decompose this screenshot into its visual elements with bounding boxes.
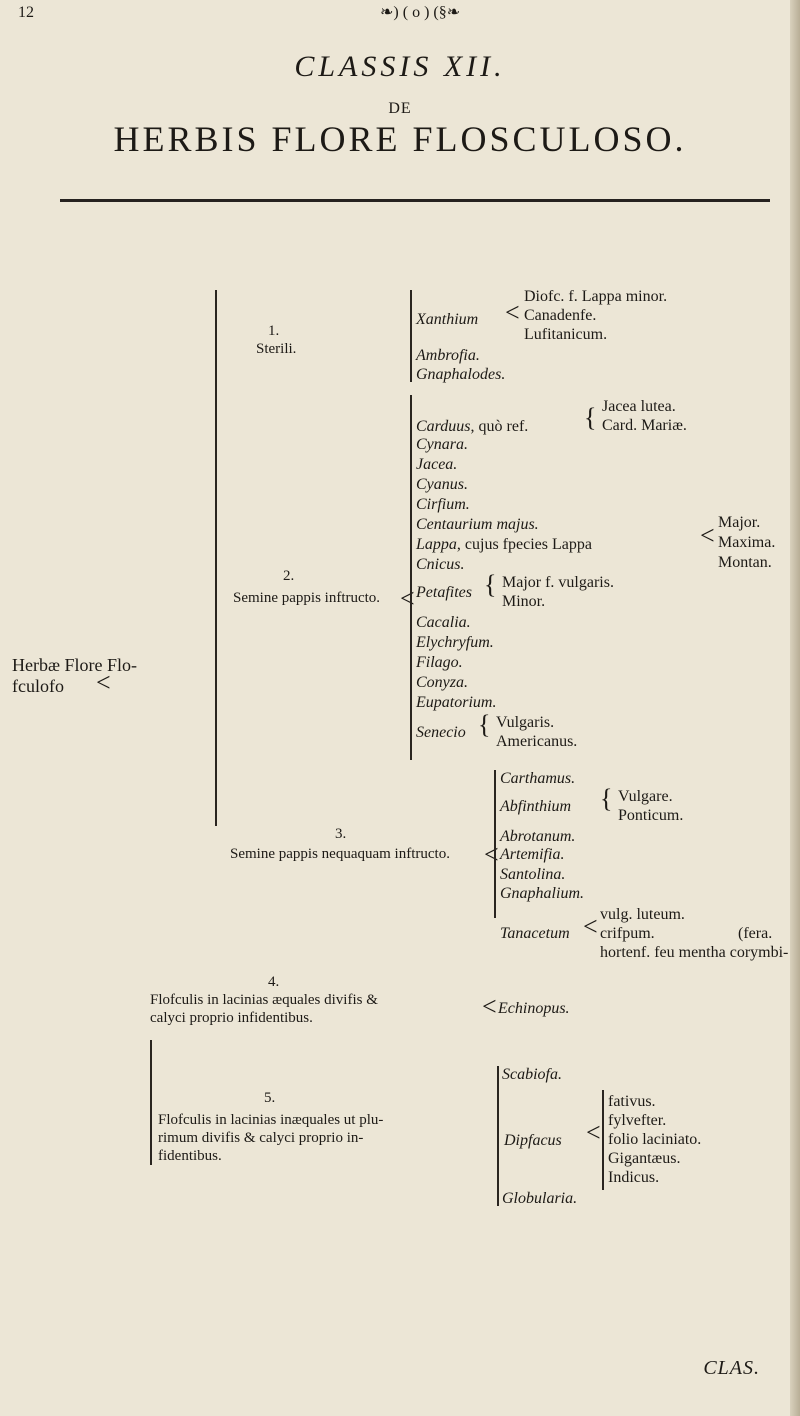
species-montan: Montan. [718,554,772,571]
root-label-line2: fculofo [12,676,64,696]
genus-santolina: Santolina. [500,866,566,883]
section3-brace-tip: < [484,840,499,869]
species-abfinthium-1: Vulgare. [618,788,673,805]
genus-echinopus: Echinopus. [498,1000,570,1017]
genus-carthamus: Carthamus. [500,770,576,787]
species-xanthium-3: Lufitanicum. [524,326,608,343]
tanacetum-note: (fera. [738,925,773,942]
dipfacus-brace: < [586,1118,601,1147]
title-rule [60,199,770,202]
genus-abrotanum: Abrotanum. [500,828,576,845]
header-ornament: ❧) ( o ) (§❧ [380,4,461,21]
species-dipfacus-5: Indicus. [608,1169,660,1186]
genus-cnicus: Cnicus. [416,556,465,573]
carduus-note: , quò ref. [470,418,529,435]
section5-label-2: rimum divifis & calyci proprio in- [158,1130,364,1146]
carduus-brace: { [584,403,597,432]
genus-gnaphalodes: Gnaphalodes. [416,366,506,383]
genus-cirfium: Cirfium. [416,496,470,513]
species-tanacetum-2: crifpum. [600,925,655,942]
genus-cynara: Cynara. [416,436,468,453]
section5-label-3: fidentibus. [158,1148,222,1164]
genus-lappa: Lappa [416,536,457,553]
species-carduus-2: Card. Mariæ. [602,417,687,434]
species-petafites-1: Major f. vulgaris. [502,574,614,591]
genus-jacea: Jacea. [416,456,458,473]
genus-gnaphalium: Gnaphalium. [500,885,584,902]
section1-brace [410,290,412,382]
page-title: HERBIS FLORE FLOSCULOSO. [113,119,687,159]
genus-senecio: Senecio [416,724,466,741]
genus-xanthium: Xanthium [416,311,479,328]
xanthium-brace: < [505,298,520,327]
section3-label: Semine pappis nequaquam inftructo. [230,846,450,862]
root-brace [215,290,217,826]
section4-number: 4. [268,974,280,990]
section1-number: 1. [268,323,280,339]
genus-petafites: Petafites [416,584,472,601]
lappa-note: , cujus fpecies Lappa [456,536,592,553]
section2-brace-tip: < [400,584,415,613]
species-maxima: Maxima. [718,534,776,551]
genus-tanacetum: Tanacetum [500,925,570,942]
dipfacus-brace-line [602,1090,604,1190]
section2-number: 2. [283,568,295,584]
section4-label-1: Flofculis in lacinias æquales divifis & [150,992,378,1008]
species-major: Major. [718,514,761,531]
section3-brace [494,770,496,918]
species-senecio-1: Vulgaris. [496,714,555,731]
genus-conyza: Conyza. [416,674,468,691]
petafites-brace: { [484,570,497,599]
species-abfinthium-2: Ponticum. [618,807,684,824]
section2-brace [410,395,412,760]
genus-eupatorium: Eupatorium. [416,694,497,711]
catchword: CLAS. [703,1357,760,1379]
section4-label-2: calyci proprio infidentibus. [150,1010,313,1026]
root-label-line1: Herbæ Flore Flo- [12,655,137,675]
species-dipfacus-4: Gigantæus. [608,1150,681,1167]
genus-cacalia: Cacalia. [416,614,471,631]
species-tanacetum-3: hortenf. feu mentha corymbi- [600,944,789,961]
species-xanthium-1: Diofc. f. Lappa minor. [524,288,668,305]
classis-heading: CLASSIS XII. [294,50,506,83]
abfinthium-brace: { [600,784,613,813]
genus-centaurium: Centaurium majus. [416,516,539,533]
genus-dipfacus: Dipfacus [504,1132,562,1149]
genus-scabiofa: Scabiofa. [502,1066,562,1083]
genus-cyanus: Cyanus. [416,476,468,493]
section3-number: 3. [335,826,347,842]
species-senecio-2: Americanus. [496,733,578,750]
species-dipfacus-1: fativus. [608,1093,656,1110]
section1-label: Sterili. [256,341,297,357]
section5-number: 5. [264,1090,276,1106]
genus-elychryfum: Elychryfum. [416,634,494,651]
species-dipfacus-3: folio laciniato. [608,1131,702,1148]
species-petafites-2: Minor. [502,593,546,610]
lappa-row [416,536,592,554]
species-carduus-1: Jacea lutea. [602,398,676,415]
lappa-species-brace: < [700,521,715,550]
genus-globularia: Globularia. [502,1190,578,1207]
species-dipfacus-2: fylvefter. [608,1112,667,1129]
page-edge [790,0,800,1416]
root-brace-tip: < [96,668,111,697]
section4-brace: < [482,992,497,1021]
genus-carduus: Carduus [416,418,471,435]
carduus-row [416,418,528,436]
tanacetum-brace: < [583,912,598,941]
genus-abfinthium: Abfinthium [500,798,572,815]
de-heading: DE [388,100,412,117]
section5-brace [497,1066,499,1206]
section5-label-1: Flofculis in lacinias inæquales ut plu- [158,1112,384,1128]
section2-label: Semine pappis inftructo. [233,590,381,606]
senecio-brace: { [478,710,491,739]
genus-ambrofia: Ambrofia. [416,347,480,364]
species-xanthium-2: Canadenfe. [524,307,597,324]
genus-artemifia: Artemifia. [500,846,565,863]
section5-outer-brace [150,1040,152,1165]
page-number: 12 [18,4,34,21]
genus-filago: Filago. [416,654,463,671]
species-tanacetum-1: vulg. luteum. [600,906,685,923]
